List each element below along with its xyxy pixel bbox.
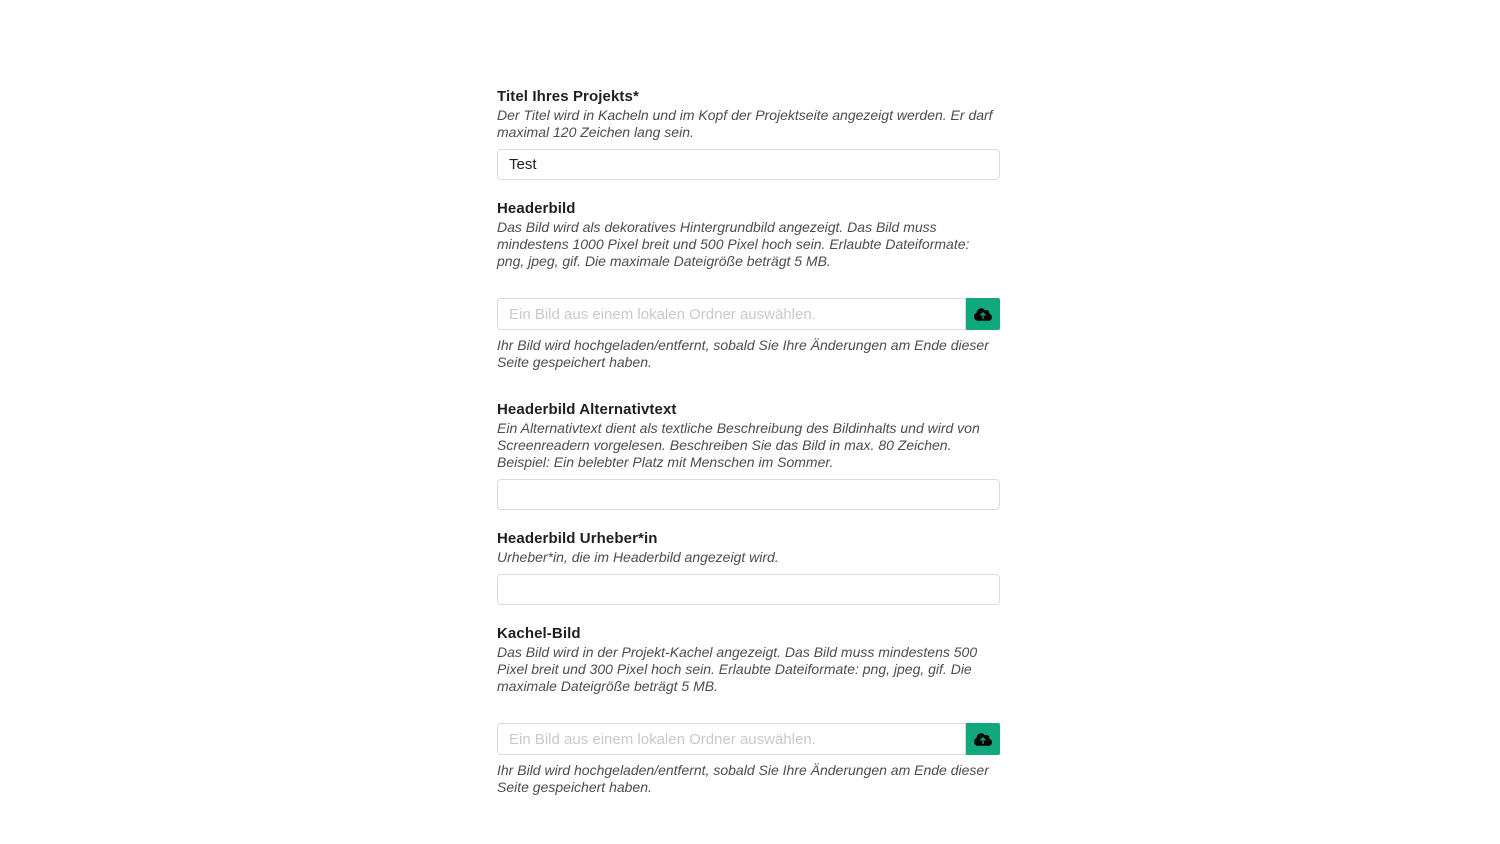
field-tile-image <box>497 625 1000 796</box>
header-image-file-row <box>497 298 1000 330</box>
header-alt-text-label: Headerbild Alternativtext <box>497 401 677 418</box>
header-copyright-input[interactable] <box>497 574 1000 605</box>
header-alt-text-help: Ein Alternativtext dient als textliche Beschreibung des Bildinhalts und wird von Screenreadern vorgelesen. Beschreiben Sie das Bild in max. 80 Zeichen. Beispiel: Ein belebter Platz mit Menschen im Sommer. <box>497 420 980 470</box>
header-image-label: Headerbild <box>497 200 576 217</box>
header-image-upload-note: Ihr Bild wird hochgeladen/entfernt, sobald Sie Ihre Änderungen am Ende dieser Seite gespeichert haben. <box>497 337 989 370</box>
cloud-upload-icon <box>974 732 992 747</box>
project-form <box>497 88 1000 826</box>
tile-image-file-row <box>497 723 1000 755</box>
project-title-input[interactable] <box>497 149 1000 180</box>
tile-image-help: Das Bild wird in der Projekt-Kachel angezeigt. Das Bild muss mindestens 500 Pixel breit und 300 Pixel hoch sein. Erlaubte Dateiformate: png, jpeg, gif. Die maximale Dateigröße beträgt 5 MB. <box>497 644 978 694</box>
field-header-alt-text <box>497 401 1000 510</box>
header-alt-text-input[interactable] <box>497 479 1000 510</box>
header-image-upload-button[interactable] <box>966 298 1000 330</box>
field-header-image <box>497 200 1000 371</box>
header-image-file-input[interactable] <box>497 298 966 330</box>
header-copyright-label: Headerbild Urheber*in <box>497 530 658 547</box>
project-title-label: Titel Ihres Projekts* <box>497 88 639 105</box>
project-title-help: Der Titel wird in Kacheln und im Kopf der Projektseite angezeigt werden. Er darf maximal 120 Zeichen lang sein. <box>497 107 993 140</box>
tile-image-file-input[interactable] <box>497 723 966 755</box>
field-header-copyright <box>497 530 1000 605</box>
tile-image-upload-button[interactable] <box>966 723 1000 755</box>
field-project-title <box>497 88 1000 180</box>
tile-image-upload-note: Ihr Bild wird hochgeladen/entfernt, sobald Sie Ihre Änderungen am Ende dieser Seite gespeichert haben. <box>497 762 989 795</box>
header-copyright-help: Urheber*in, die im Headerbild angezeigt wird. <box>497 549 779 565</box>
tile-image-label: Kachel-Bild <box>497 625 581 642</box>
cloud-upload-icon <box>974 307 992 322</box>
header-image-help: Das Bild wird als dekoratives Hintergrundbild angezeigt. Das Bild muss mindestens 1000 Pixel breit und 500 Pixel hoch sein. Erlaubte Dateiformate: png, jpeg, gif. Die maximale Dateigröße beträgt 5 MB. <box>497 219 970 269</box>
